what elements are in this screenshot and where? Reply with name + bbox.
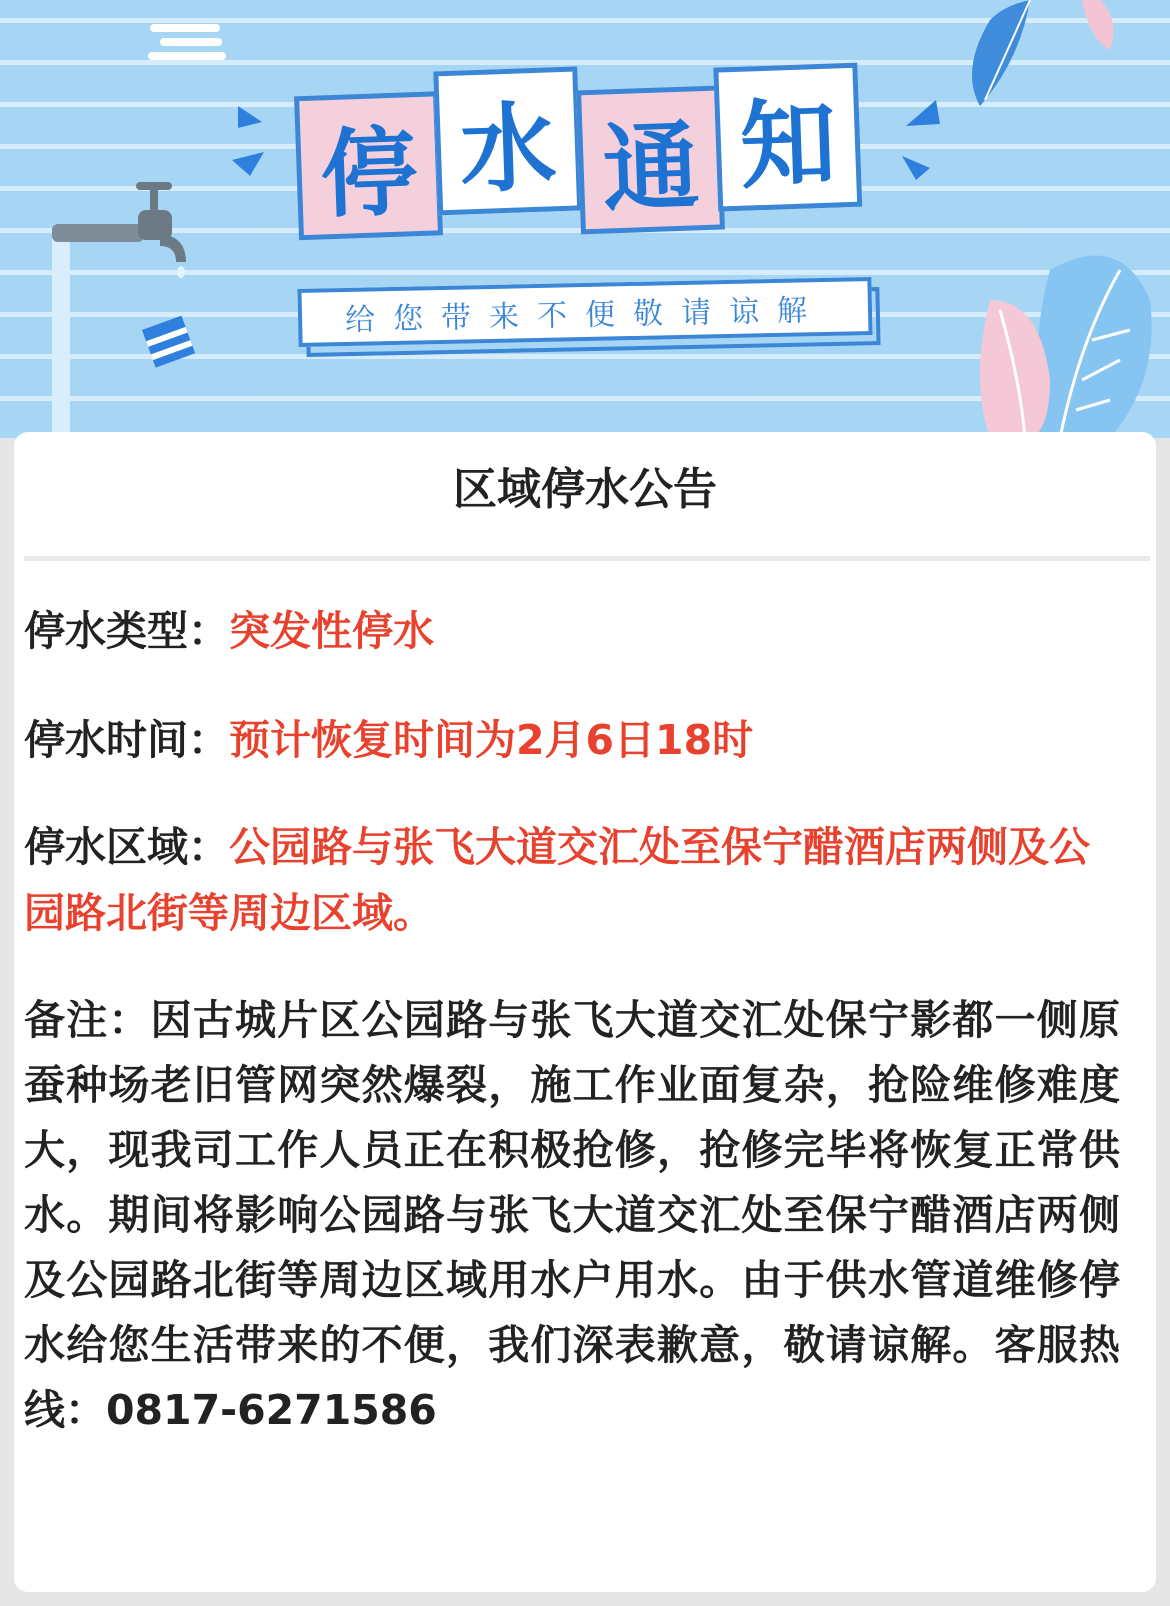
outage-time-label: 停水时间： [24,716,229,764]
outage-type-value: 突发性停水 [229,607,434,655]
leaf-icon [1082,0,1113,50]
pipe-icon [52,228,70,438]
page-title: 区域停水公告 [453,464,717,515]
outage-area-row [24,814,1124,946]
cube-icon [142,316,195,368]
outage-area-label: 停水区域： [24,823,229,871]
leaf-icon [972,0,1030,106]
leaf-icon [1037,255,1152,438]
notice-title-tiles [293,52,889,242]
remark-text: 备注：因古城片区公园路与张飞大道交汇处保宁影都一侧原蚕种场老旧管网突然爆裂，施工作业面复杂，抢险维修难度大，现我司工作人员正在积极抢修，抢修完毕将恢复正常供水。期间将影响公园路与张飞大道交汇处至保宁醋酒店两侧及公园路北街等周边区域用水户用水。由于供水管道维修停水给您生活带来的不便，我们深表歉意，敬请谅解。客服热线：0817-6271586 [24,996,1120,1434]
title-divider [24,556,1150,561]
outage-area-value: 公园路与张飞大道交汇处至保宁醋酒店两侧及公园路北街等周边区域。 [24,823,1090,937]
banner-subtitle: 给您带来不便敬请谅解 [297,277,872,347]
outage-time-value: 预计恢复时间为2月6日18时 [229,716,754,764]
title-tile: 水 [433,66,582,215]
outage-type-label: 停水类型： [24,607,229,655]
title-tile: 通 [576,85,725,234]
title-tile: 知 [713,63,862,212]
outage-type-row [24,598,1150,664]
faucet-icon [52,224,144,242]
outage-time-row [24,707,1150,773]
title-tile: 停 [294,91,443,240]
notice-banner [0,0,1170,438]
